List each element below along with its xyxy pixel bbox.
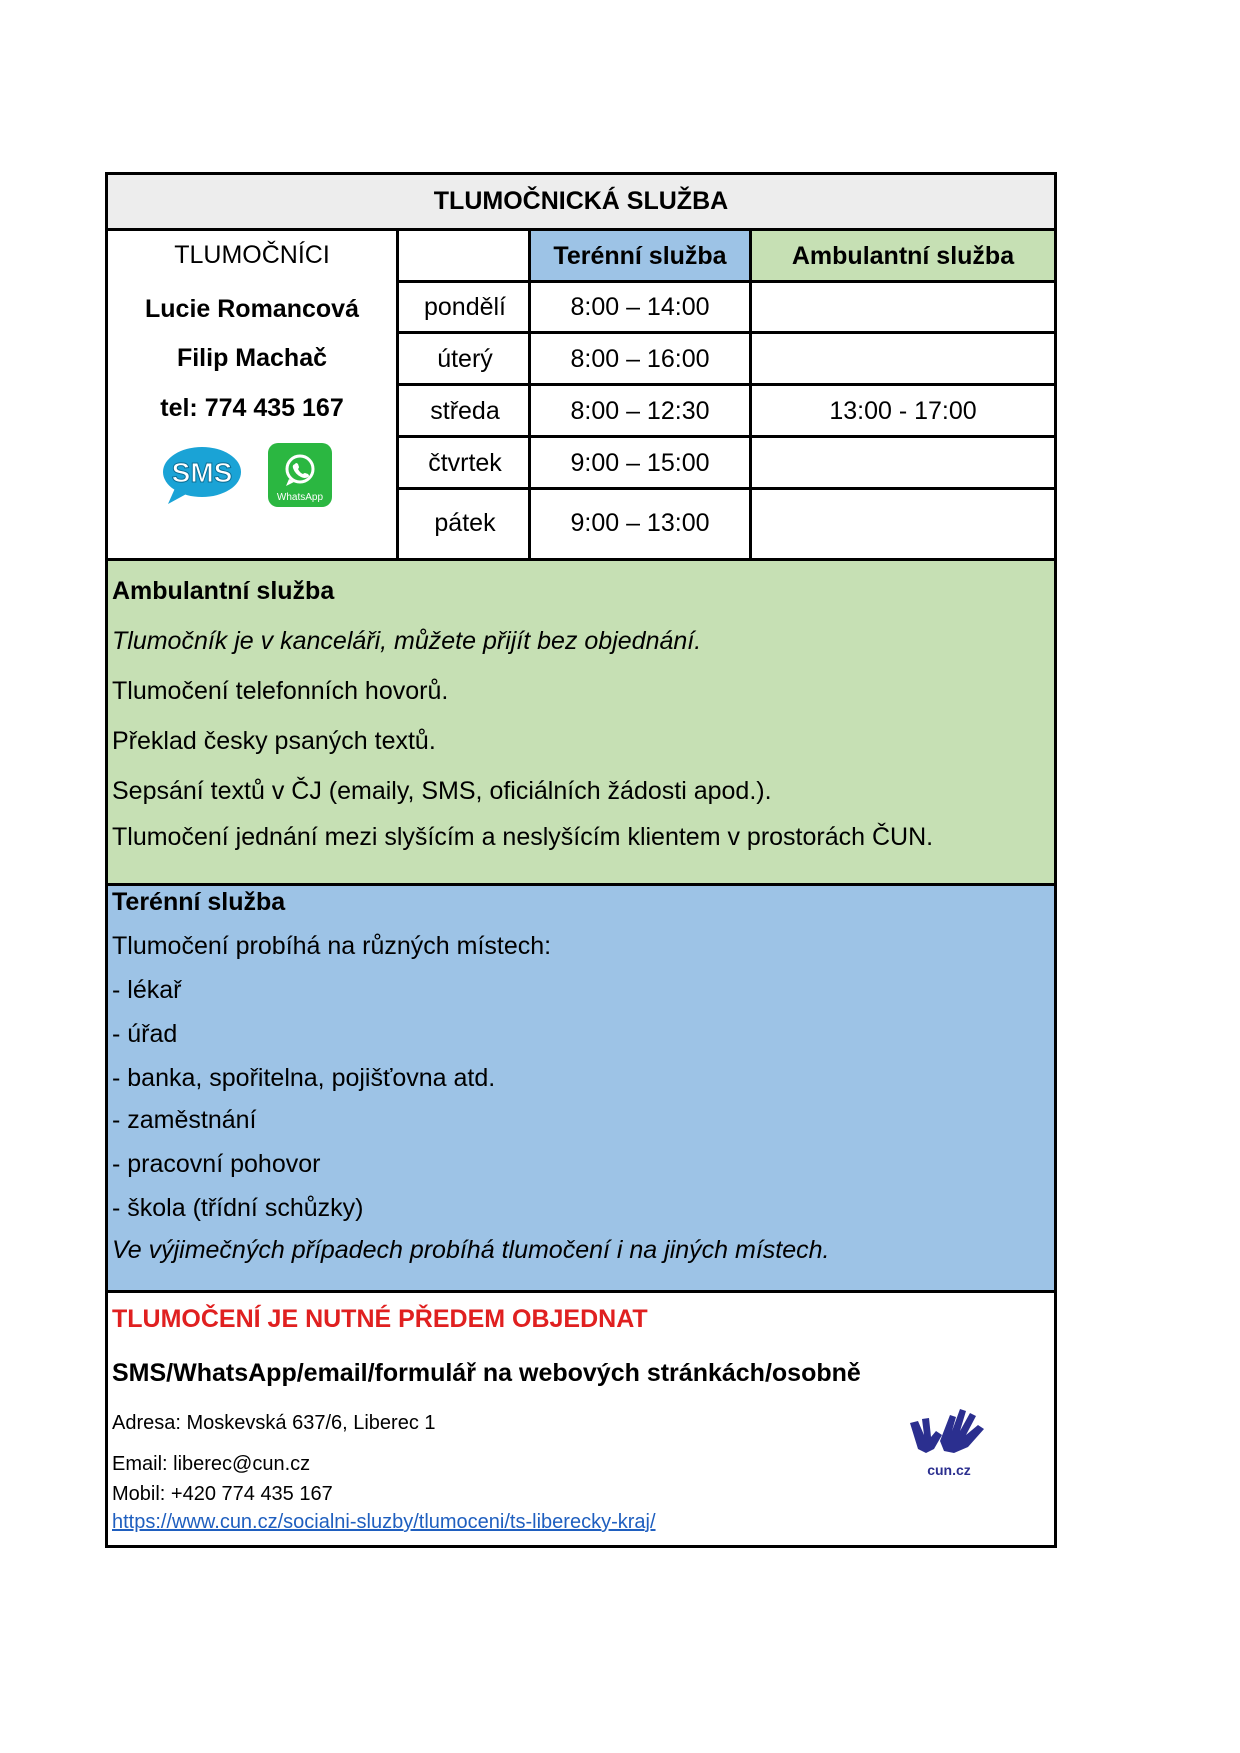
list-item: Sepsání textů v ČJ (emaily, SMS, oficiálních žádosti apod.). bbox=[112, 777, 772, 805]
interpreters-panel bbox=[108, 231, 399, 558]
list-item: Tlumočení jednání mezi slyšícím a neslyšícím klientem v prostorách ČUN. bbox=[112, 823, 934, 851]
list-item: - lékař bbox=[112, 976, 182, 1004]
section-intro: Tlumočník je v kanceláři, můžete přijít bez objednání. bbox=[112, 627, 702, 655]
terenni-hours: 8:00 – 12:30 bbox=[570, 396, 710, 425]
sms-icon bbox=[162, 446, 242, 508]
list-item: - škola (třídní schůzky) bbox=[112, 1194, 364, 1222]
column-header-ambulantni-text: Ambulantní služba bbox=[791, 241, 1015, 270]
ambulantni-hours: 13:00 - 17:00 bbox=[829, 396, 977, 425]
section-intro: Tlumočení probíhá na různých místech: bbox=[112, 932, 552, 960]
interpreter-name: Filip Machač bbox=[176, 344, 328, 372]
terenni-hours: 9:00 – 13:00 bbox=[570, 509, 710, 537]
interpreters-heading: TLUMOČNÍCI bbox=[174, 241, 330, 269]
table-divider bbox=[399, 331, 1054, 334]
sms-icon-label: SMS bbox=[171, 457, 233, 488]
list-item: - zaměstnání bbox=[112, 1106, 257, 1134]
service-sheet bbox=[105, 172, 1057, 1548]
day-cell: úterý bbox=[437, 344, 493, 373]
section-note: Ve výjimečných případech probíhá tlumočení i na jiných místech. bbox=[112, 1236, 830, 1264]
cun-logo bbox=[904, 1401, 994, 1481]
whatsapp-icon bbox=[268, 443, 332, 507]
interpreter-name: Lucie Romancová bbox=[145, 295, 359, 323]
list-item: - úřad bbox=[112, 1020, 178, 1048]
day-cell: pondělí bbox=[423, 292, 507, 321]
email: Email: liberec@cun.cz bbox=[112, 1453, 311, 1475]
ambulantni-section bbox=[108, 558, 1054, 883]
list-item: Překlad česky psaných textů. bbox=[112, 727, 436, 755]
whatsapp-icon-label: WhatsApp bbox=[276, 492, 324, 503]
ambulantni-hours bbox=[752, 489, 1054, 558]
section-heading: Terénní služba bbox=[112, 888, 286, 916]
column-header-terenni-text: Terénní služba bbox=[553, 241, 727, 270]
contact-methods: SMS/WhatsApp/email/formulář na webových stránkách/osobně bbox=[112, 1359, 861, 1387]
logo-text: cun.cz bbox=[927, 1462, 971, 1478]
table-divider bbox=[399, 487, 1054, 490]
day-cell: středa bbox=[430, 396, 500, 425]
terenni-hours: 9:00 – 15:00 bbox=[570, 448, 710, 477]
website-link[interactable]: https://www.cun.cz/socialni-sluzby/tlumoceni/ts-liberecky-kraj/ bbox=[112, 1511, 656, 1533]
interpreter-phone: tel: 774 435 167 bbox=[160, 394, 344, 422]
table-divider bbox=[399, 280, 1054, 283]
address: Adresa: Moskevská 637/6, Liberec 1 bbox=[112, 1412, 436, 1434]
list-item: Tlumočení telefonních hovorů. bbox=[112, 677, 449, 705]
mobile: Mobil: +420 774 435 167 bbox=[112, 1483, 333, 1505]
terenni-hours: 8:00 – 16:00 bbox=[570, 344, 710, 373]
table-divider bbox=[399, 383, 1054, 386]
ambulantni-hours bbox=[752, 333, 1054, 385]
sheet-title: TLUMOČNICKÁ SLUŽBA bbox=[108, 175, 1054, 231]
order-warning: TLUMOČENÍ JE NUTNÉ PŘEDEM OBJEDNAT bbox=[112, 1305, 648, 1333]
list-item: - banka, spořitelna, pojišťovna atd. bbox=[112, 1064, 496, 1092]
contact-section bbox=[108, 1293, 1054, 1545]
list-item: - pracovní pohovor bbox=[112, 1150, 321, 1178]
ambulantni-hours bbox=[752, 281, 1054, 333]
section-heading: Ambulantní služba bbox=[112, 577, 335, 605]
day-cell: pátek bbox=[434, 509, 496, 537]
table-divider bbox=[399, 435, 1054, 438]
day-cell: čtvrtek bbox=[428, 448, 502, 477]
ambulantni-hours bbox=[752, 437, 1054, 489]
terenni-section bbox=[108, 883, 1054, 1293]
terenni-hours: 8:00 – 14:00 bbox=[570, 292, 710, 321]
